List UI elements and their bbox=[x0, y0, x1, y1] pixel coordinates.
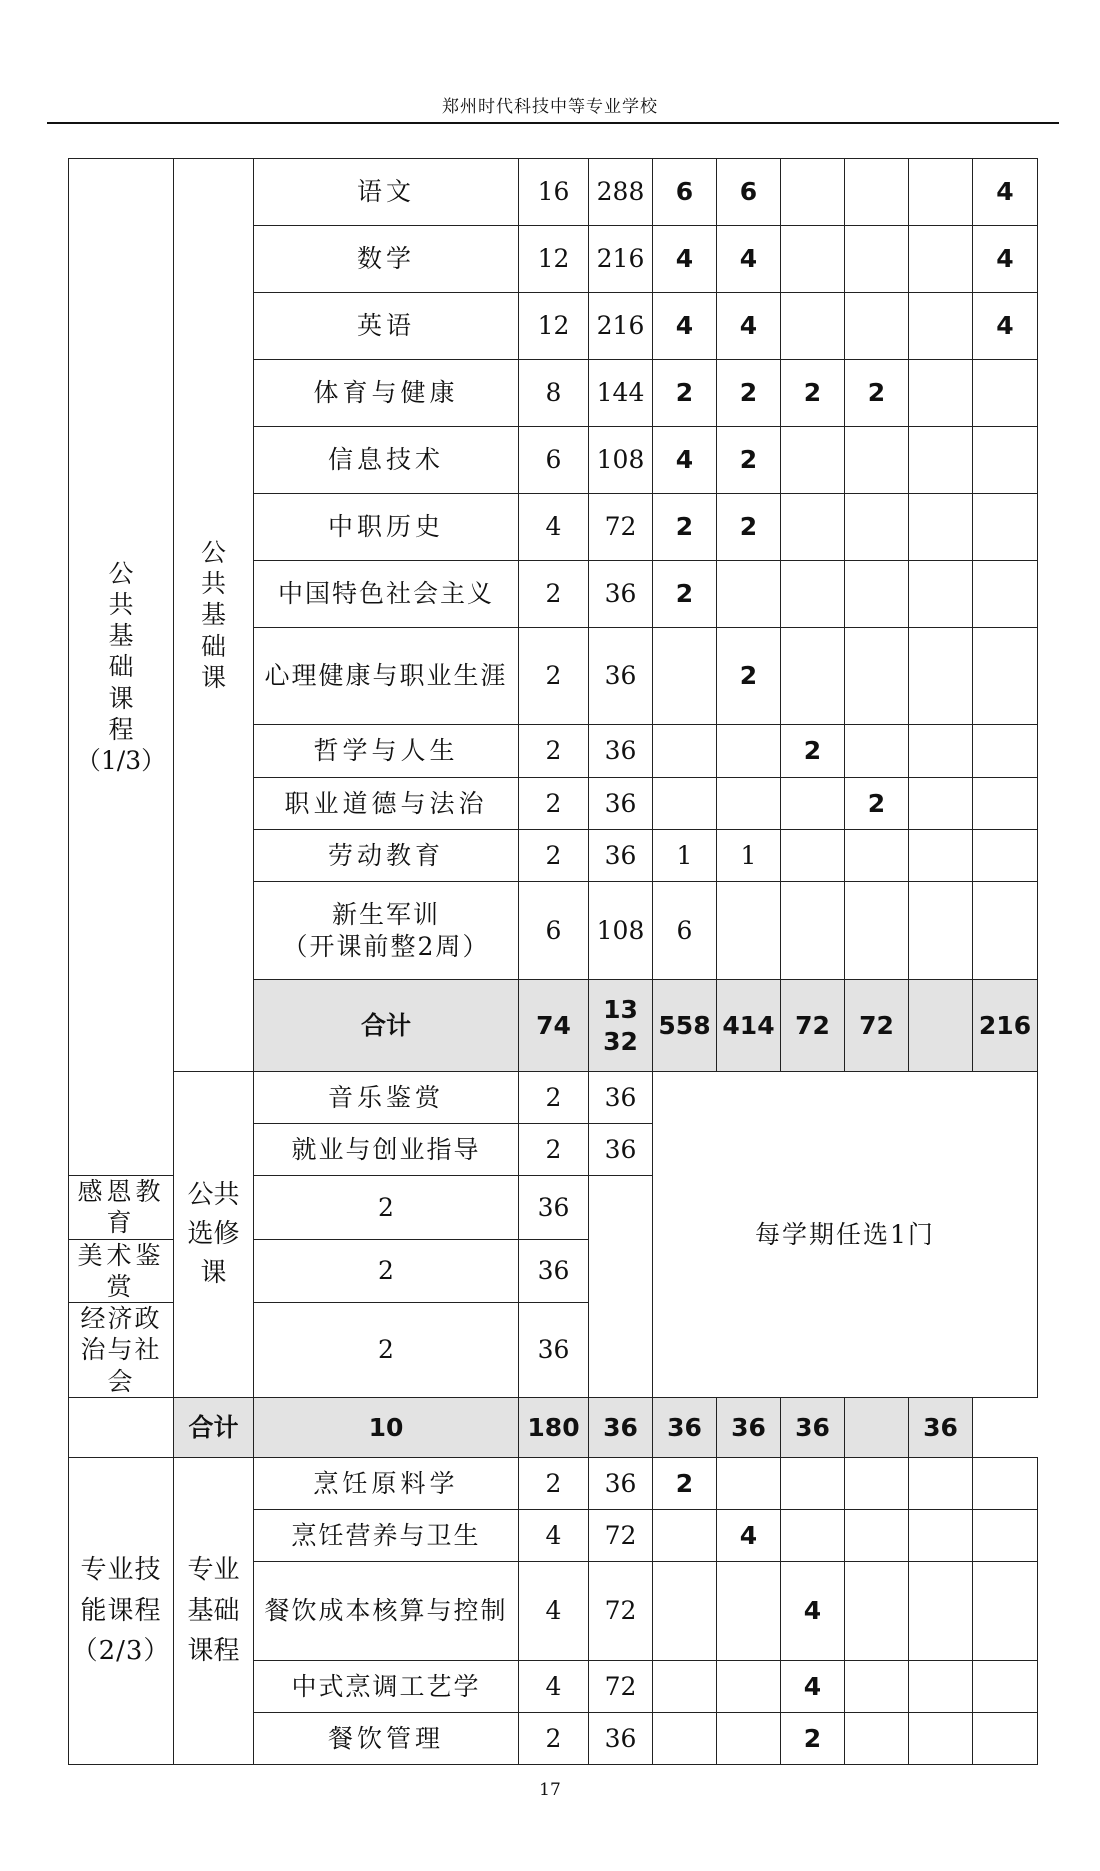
course-hours: 216 bbox=[589, 293, 653, 360]
course-name: 烹饪营养与卫生 bbox=[254, 1509, 519, 1561]
subcategory-professional-foundation: 专业 基础 课程 bbox=[174, 1457, 254, 1764]
semester-5-hours bbox=[909, 882, 973, 980]
semester-1-hours bbox=[653, 1561, 717, 1660]
course-hours: 36 bbox=[589, 1124, 653, 1176]
semester-3-hours bbox=[781, 1509, 845, 1561]
semester-1-hours bbox=[653, 1712, 717, 1764]
course-name: 餐饮成本核算与控制 bbox=[254, 1561, 519, 1660]
semester-6-hours bbox=[973, 1457, 1038, 1509]
semester-5-hours bbox=[909, 830, 973, 882]
total-row bbox=[69, 1397, 1038, 1457]
semester-4-hours bbox=[845, 1561, 909, 1660]
semester-5-hours bbox=[909, 778, 973, 830]
total-credits: 10 bbox=[254, 1397, 519, 1457]
total-semester-5 bbox=[909, 980, 973, 1072]
semester-2-hours: 2 bbox=[717, 360, 781, 427]
semester-2-hours bbox=[717, 1660, 781, 1712]
course-credits: 2 bbox=[519, 1124, 589, 1176]
total-semester-3: 36 bbox=[717, 1397, 781, 1457]
course-name: 中式烹调工艺学 bbox=[254, 1660, 519, 1712]
total-semester-2: 414 bbox=[717, 980, 781, 1072]
course-credits: 2 bbox=[254, 1176, 519, 1240]
course-name: 哲学与人生 bbox=[254, 725, 519, 778]
semester-3-hours bbox=[781, 778, 845, 830]
course-name: 信息技术 bbox=[254, 427, 519, 494]
semester-3-hours: 2 bbox=[781, 360, 845, 427]
header-rule bbox=[47, 122, 1059, 124]
total-credits: 74 bbox=[519, 980, 589, 1072]
course-credits: 8 bbox=[519, 360, 589, 427]
semester-4-hours bbox=[845, 561, 909, 628]
course-name: 经济政治与社会 bbox=[69, 1303, 174, 1398]
course-hours: 36 bbox=[589, 561, 653, 628]
course-name: 语文 bbox=[254, 159, 519, 226]
semester-1-hours bbox=[653, 1660, 717, 1712]
semester-4-hours bbox=[845, 293, 909, 360]
semester-3-hours bbox=[781, 628, 845, 725]
semester-3-hours: 2 bbox=[781, 725, 845, 778]
course-hours: 72 bbox=[589, 494, 653, 561]
course-credits: 6 bbox=[519, 882, 589, 980]
total-semester-6: 216 bbox=[973, 980, 1038, 1072]
course-hours: 36 bbox=[589, 1457, 653, 1509]
total-hours: 180 bbox=[519, 1397, 589, 1457]
subcategory-public-foundation: 公 共 基 础 课 bbox=[174, 159, 254, 1072]
course-hours: 108 bbox=[589, 882, 653, 980]
semester-6-hours bbox=[973, 725, 1038, 778]
total-semester-1: 558 bbox=[653, 980, 717, 1072]
course-credits: 2 bbox=[254, 1303, 519, 1398]
course-name: 劳动教育 bbox=[254, 830, 519, 882]
semester-1-hours bbox=[653, 1509, 717, 1561]
course-credits: 2 bbox=[519, 628, 589, 725]
semester-4-hours bbox=[845, 494, 909, 561]
subcategory-spacer bbox=[69, 1397, 174, 1457]
semester-6-hours bbox=[973, 427, 1038, 494]
course-hours: 108 bbox=[589, 427, 653, 494]
semester-5-hours bbox=[909, 1509, 973, 1561]
table-row bbox=[69, 159, 1038, 226]
semester-3-hours bbox=[781, 1457, 845, 1509]
semester-2-hours bbox=[717, 1561, 781, 1660]
semester-2-hours: 2 bbox=[717, 427, 781, 494]
semester-4-hours bbox=[845, 427, 909, 494]
semester-3-hours: 4 bbox=[781, 1561, 845, 1660]
course-name: 餐饮管理 bbox=[254, 1712, 519, 1764]
semester-3-hours bbox=[781, 882, 845, 980]
total-semester-3: 72 bbox=[781, 980, 845, 1072]
course-hours: 36 bbox=[519, 1176, 589, 1240]
semester-5-hours bbox=[909, 293, 973, 360]
total-semester-5 bbox=[845, 1397, 909, 1457]
course-hours: 36 bbox=[589, 628, 653, 725]
semester-1-hours: 6 bbox=[653, 159, 717, 226]
course-hours: 36 bbox=[589, 1712, 653, 1764]
semester-2-hours bbox=[717, 1457, 781, 1509]
total-semester-1: 36 bbox=[589, 1397, 653, 1457]
course-credits: 2 bbox=[519, 1072, 589, 1124]
course-hours: 36 bbox=[519, 1239, 589, 1303]
semester-3-hours: 2 bbox=[781, 1712, 845, 1764]
semester-6-hours bbox=[973, 882, 1038, 980]
semester-5-hours bbox=[909, 226, 973, 293]
semester-2-hours: 4 bbox=[717, 226, 781, 293]
course-name: 心理健康与职业生涯 bbox=[254, 628, 519, 725]
semester-1-hours: 2 bbox=[653, 561, 717, 628]
semester-5-hours bbox=[909, 628, 973, 725]
semester-1-hours: 4 bbox=[653, 293, 717, 360]
page-header-title: 郑州时代科技中等专业学校 bbox=[442, 97, 658, 117]
total-label: 合计 bbox=[254, 980, 519, 1072]
semester-6-hours bbox=[973, 494, 1038, 561]
semester-5-hours bbox=[909, 1457, 973, 1509]
semester-2-hours bbox=[717, 778, 781, 830]
course-hours: 288 bbox=[589, 159, 653, 226]
table-row bbox=[69, 1072, 1038, 1124]
semester-5-hours bbox=[909, 427, 973, 494]
course-name-line-1: 新生军训 bbox=[331, 900, 440, 930]
semester-2-hours bbox=[717, 1712, 781, 1764]
course-credits: 12 bbox=[519, 293, 589, 360]
semester-6-hours bbox=[973, 360, 1038, 427]
course-credits: 2 bbox=[519, 830, 589, 882]
semester-2-hours: 1 bbox=[717, 830, 781, 882]
semester-4-hours bbox=[845, 628, 909, 725]
semester-5-hours bbox=[909, 1712, 973, 1764]
course-hours: 72 bbox=[589, 1509, 653, 1561]
semester-3-hours bbox=[781, 159, 845, 226]
course-hours: 72 bbox=[589, 1660, 653, 1712]
semester-4-hours: 2 bbox=[845, 778, 909, 830]
course-hours: 36 bbox=[589, 778, 653, 830]
semester-1-hours: 6 bbox=[653, 882, 717, 980]
course-credits: 2 bbox=[519, 561, 589, 628]
total-semester-4: 72 bbox=[845, 980, 909, 1072]
semester-3-hours bbox=[781, 293, 845, 360]
total-semester-2: 36 bbox=[653, 1397, 717, 1457]
course-credits: 2 bbox=[519, 1457, 589, 1509]
semester-6-hours bbox=[973, 1660, 1038, 1712]
semester-4-hours bbox=[845, 1712, 909, 1764]
semester-2-hours: 2 bbox=[717, 494, 781, 561]
course-hours: 36 bbox=[519, 1303, 589, 1398]
total-semester-6: 36 bbox=[909, 1397, 973, 1457]
elective-note: 每学期任选1门 bbox=[653, 1072, 1038, 1398]
semester-6-hours: 4 bbox=[973, 159, 1038, 226]
semester-4-hours bbox=[845, 830, 909, 882]
semester-3-hours bbox=[781, 226, 845, 293]
semester-4-hours bbox=[845, 1457, 909, 1509]
semester-3-hours bbox=[781, 561, 845, 628]
course-credits: 2 bbox=[254, 1239, 519, 1303]
semester-6-hours bbox=[973, 1561, 1038, 1660]
total-label: 合计 bbox=[174, 1397, 254, 1457]
course-name: 职业道德与法治 bbox=[254, 778, 519, 830]
course-name bbox=[254, 882, 519, 980]
course-name: 烹饪原料学 bbox=[254, 1457, 519, 1509]
course-name: 中职历史 bbox=[254, 494, 519, 561]
semester-2-hours bbox=[717, 725, 781, 778]
semester-1-hours bbox=[653, 628, 717, 725]
semester-3-hours bbox=[781, 494, 845, 561]
semester-1-hours bbox=[653, 725, 717, 778]
semester-6-hours bbox=[973, 561, 1038, 628]
course-credits: 2 bbox=[519, 1712, 589, 1764]
semester-6-hours bbox=[973, 778, 1038, 830]
semester-1-hours: 2 bbox=[653, 360, 717, 427]
semester-6-hours bbox=[973, 830, 1038, 882]
course-name: 体育与健康 bbox=[254, 360, 519, 427]
semester-6-hours: 4 bbox=[973, 226, 1038, 293]
course-name: 感恩教育 bbox=[69, 1176, 174, 1240]
course-credits: 4 bbox=[519, 1660, 589, 1712]
semester-2-hours: 6 bbox=[717, 159, 781, 226]
course-hours: 36 bbox=[589, 725, 653, 778]
semester-1-hours: 2 bbox=[653, 494, 717, 561]
semester-2-hours: 2 bbox=[717, 628, 781, 725]
category-public-basic: 公 共 基 础 课 程 （1/3） bbox=[69, 159, 174, 1176]
course-credits: 2 bbox=[519, 778, 589, 830]
semester-3-hours bbox=[781, 830, 845, 882]
semester-4-hours bbox=[845, 1660, 909, 1712]
semester-4-hours bbox=[845, 226, 909, 293]
semester-2-hours bbox=[717, 561, 781, 628]
course-name: 英语 bbox=[254, 293, 519, 360]
semester-4-hours bbox=[845, 1509, 909, 1561]
semester-5-hours bbox=[909, 360, 973, 427]
semester-5-hours bbox=[909, 1660, 973, 1712]
table-row bbox=[69, 1457, 1038, 1509]
semester-2-hours: 4 bbox=[717, 1509, 781, 1561]
course-credits: 12 bbox=[519, 226, 589, 293]
page-number: 17 bbox=[539, 1780, 561, 1800]
semester-5-hours bbox=[909, 725, 973, 778]
subcategory-public-elective: 公共 选修 课 bbox=[174, 1072, 254, 1398]
semester-4-hours bbox=[845, 159, 909, 226]
semester-6-hours bbox=[973, 1712, 1038, 1764]
course-name: 音乐鉴赏 bbox=[254, 1072, 519, 1124]
curriculum-table bbox=[68, 158, 1038, 1765]
course-credits: 16 bbox=[519, 159, 589, 226]
semester-4-hours bbox=[845, 882, 909, 980]
semester-6-hours: 4 bbox=[973, 293, 1038, 360]
course-name: 中国特色社会主义 bbox=[254, 561, 519, 628]
course-name: 数学 bbox=[254, 226, 519, 293]
semester-5-hours bbox=[909, 159, 973, 226]
total-semester-4: 36 bbox=[781, 1397, 845, 1457]
semester-2-hours bbox=[717, 882, 781, 980]
course-name: 就业与创业指导 bbox=[254, 1124, 519, 1176]
course-credits: 4 bbox=[519, 1509, 589, 1561]
semester-1-hours: 1 bbox=[653, 830, 717, 882]
course-credits: 4 bbox=[519, 494, 589, 561]
category-professional: 专业技 能课程 （2/3） bbox=[69, 1457, 174, 1764]
course-hours: 144 bbox=[589, 360, 653, 427]
semester-3-hours: 4 bbox=[781, 1660, 845, 1712]
course-hours: 216 bbox=[589, 226, 653, 293]
semester-6-hours bbox=[973, 1509, 1038, 1561]
semester-4-hours bbox=[845, 725, 909, 778]
semester-5-hours bbox=[909, 1561, 973, 1660]
course-name: 美术鉴赏 bbox=[69, 1239, 174, 1303]
semester-1-hours: 4 bbox=[653, 427, 717, 494]
course-credits: 2 bbox=[519, 725, 589, 778]
semester-5-hours bbox=[909, 494, 973, 561]
semester-5-hours bbox=[909, 561, 973, 628]
course-hours: 36 bbox=[589, 1072, 653, 1124]
total-hours: 1332 bbox=[589, 980, 653, 1072]
course-name-line-2: （开课前整2周） bbox=[282, 931, 490, 961]
semester-1-hours: 2 bbox=[653, 1457, 717, 1509]
semester-6-hours bbox=[973, 628, 1038, 725]
semester-2-hours: 4 bbox=[717, 293, 781, 360]
semester-3-hours bbox=[781, 427, 845, 494]
semester-4-hours: 2 bbox=[845, 360, 909, 427]
semester-1-hours: 4 bbox=[653, 226, 717, 293]
course-hours: 72 bbox=[589, 1561, 653, 1660]
course-hours: 36 bbox=[589, 830, 653, 882]
semester-1-hours bbox=[653, 778, 717, 830]
course-credits: 4 bbox=[519, 1561, 589, 1660]
course-credits: 6 bbox=[519, 427, 589, 494]
